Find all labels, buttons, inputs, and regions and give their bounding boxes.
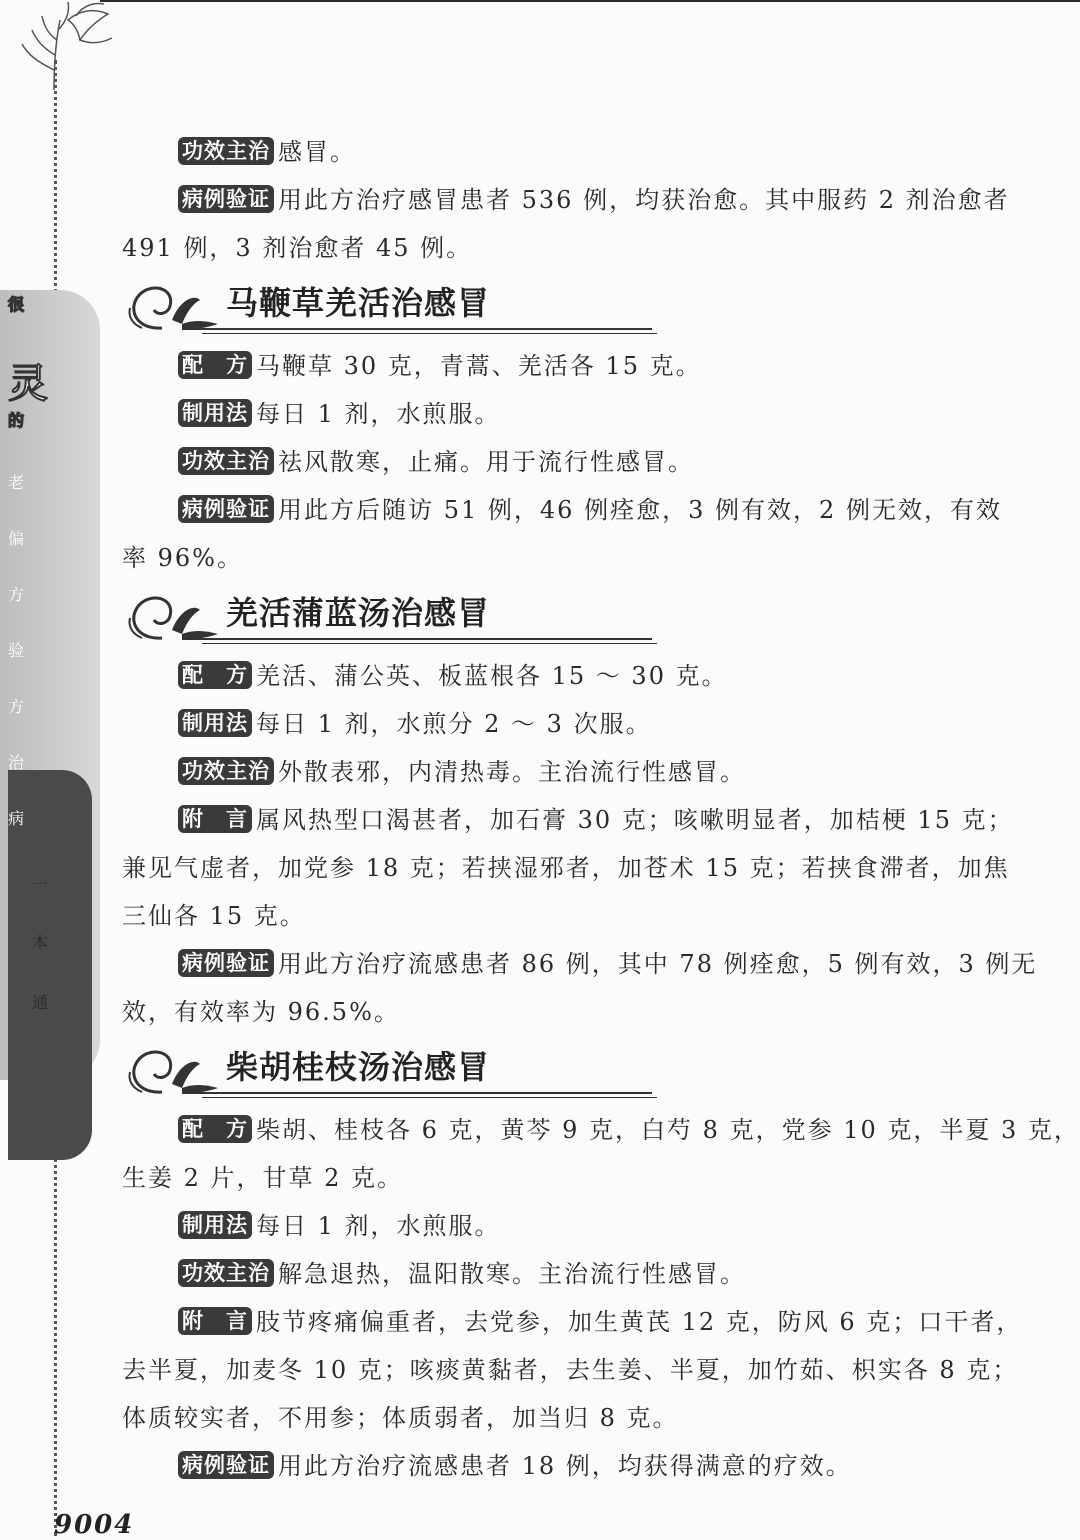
text-content: 外散表邪，内清热毒。主治流行性感冒。 [278, 758, 746, 786]
text-line [122, 534, 1002, 582]
text-content: 羌活、蒲公英、板蓝根各 15 ～ 30 克。 [256, 662, 728, 690]
section-label: 制用法 [178, 399, 252, 427]
section-label: 制用法 [178, 1211, 252, 1239]
recipe-heading [122, 276, 1002, 340]
text-content: 祛风散寒，止痛。用于流行性感冒。 [278, 448, 694, 476]
side-title-char: 方 [8, 697, 25, 716]
top-rule [100, 0, 1080, 2]
side-title-char: 偏 [8, 529, 25, 548]
section-label: 配 方 [178, 661, 252, 689]
side-title-char: 一 [32, 875, 49, 894]
text-content: 体质较实者，不用参；体质弱者，加当归 8 克。 [122, 1404, 679, 1432]
text-line [122, 1346, 1019, 1394]
recipe-paragraph [122, 652, 1002, 700]
text-content: 每日 1 剂，水煎分 2 ～ 3 次服。 [256, 710, 652, 738]
side-title-char: 验 [8, 641, 25, 660]
recipe-paragraph [122, 1250, 1002, 1298]
section-label: 配 方 [178, 351, 252, 379]
section-label: 附 言 [178, 805, 252, 833]
recipe-title: 羌活蒲蓝汤治感冒 [226, 594, 491, 632]
side-title-char: 很 [8, 295, 25, 314]
text-line [122, 1394, 1002, 1442]
recipe-heading [122, 1040, 1002, 1104]
text-content: 三仙各 15 克。 [122, 902, 306, 930]
page-content [122, 128, 1080, 1490]
section-label: 附 言 [178, 1307, 252, 1335]
heading-rule [202, 643, 657, 644]
text-line [122, 652, 1002, 700]
text-line [122, 1202, 1002, 1250]
text-content: 491 例，3 剂治愈者 45 例。 [122, 234, 473, 262]
text-line [122, 438, 1002, 486]
text-line [122, 342, 1002, 390]
text-content: 用此方治疗感冒患者 536 例，均获治愈。其中服药 2 剂治愈者 [278, 186, 1010, 214]
heading-rule [182, 1092, 652, 1094]
text-content: 解急退热，温阳散寒。主治流行性感冒。 [278, 1260, 746, 1288]
text-content: 属风热型口渴甚者，加石膏 30 克；咳嗽明显者，加桔梗 15 克； [256, 806, 1014, 834]
section-label: 功效主治 [178, 1259, 274, 1287]
text-line [122, 390, 1002, 438]
lily-flower-icon [8, 0, 118, 90]
section-label: 功效主治 [178, 447, 274, 475]
section-label: 病例验证 [178, 1451, 274, 1479]
text-line [122, 128, 1002, 176]
side-title-char: 灵 [8, 361, 48, 407]
side-title-char: 老 [8, 473, 25, 492]
text-line [122, 940, 1038, 988]
text-content: 马鞭草 30 克，青蒿、羌活各 15 克。 [256, 352, 702, 380]
recipe-paragraph [122, 1106, 1080, 1202]
text-content: 每日 1 剂，水煎服。 [256, 1212, 501, 1240]
heading-rule [182, 638, 652, 640]
recipe-title: 马鞭草羌活治感冒 [226, 284, 491, 322]
recipe-title: 柴胡桂枝汤治感冒 [226, 1048, 491, 1086]
text-content: 效，有效率为 96.5%。 [122, 998, 400, 1026]
recipe-paragraph [122, 438, 1002, 486]
heading-rule [202, 333, 657, 334]
recipe-paragraph [122, 128, 1002, 176]
text-content: 肢节疼痛偏重者，去党参，加生黄芪 12 克，防风 6 克；口干者， [256, 1308, 1023, 1336]
text-content: 生姜 2 片，甘草 2 克。 [122, 1164, 404, 1192]
recipe-paragraph [122, 1442, 1002, 1490]
text-line [122, 1298, 1023, 1346]
side-title-char: 病 [8, 809, 25, 828]
section-label: 病例验证 [178, 949, 274, 977]
recipe-paragraph [122, 1298, 1023, 1442]
recipe-paragraph [122, 748, 1002, 796]
heading-rule [202, 1097, 657, 1098]
text-content: 用此方治疗流感患者 18 例，均获得满意的疗效。 [278, 1452, 852, 1480]
text-content: 去半夏，加麦冬 10 克；咳痰黄黏者，去生姜、半夏，加竹茹、枳实各 8 克； [122, 1356, 1019, 1384]
text-line [122, 796, 1014, 844]
section-label: 功效主治 [178, 757, 274, 785]
text-line [122, 1442, 1002, 1490]
text-content: 用此方治疗流感患者 86 例，其中 78 例痊愈，5 例有效，3 例无 [278, 950, 1038, 978]
text-line [122, 1250, 1002, 1298]
page-number: 9004 [54, 1510, 135, 1540]
text-line [122, 844, 1010, 892]
recipe-paragraph [122, 176, 1010, 272]
text-content: 每日 1 剂，水煎服。 [256, 400, 501, 428]
recipe-paragraph [122, 486, 1002, 582]
section-label: 配 方 [178, 1115, 252, 1143]
text-line [122, 988, 1002, 1036]
text-line [122, 486, 1002, 534]
recipe-paragraph [122, 940, 1038, 1036]
text-content: 兼见气虚者，加党参 18 克；若挟湿邪者，加苍术 15 克；若挟食滞者，加焦 [122, 854, 1010, 882]
side-title-char: 通 [32, 993, 49, 1012]
text-line [122, 224, 1002, 272]
recipe-heading [122, 586, 1002, 650]
text-content: 用此方后随访 51 例，46 例痊愈，3 例有效，2 例无效，有效 [278, 496, 1002, 524]
side-title-char: 本 [32, 933, 49, 952]
text-line [122, 892, 1002, 940]
text-line [122, 1106, 1080, 1154]
recipe-paragraph [122, 700, 1002, 748]
section-label: 功效主治 [178, 137, 274, 165]
section-label: 病例验证 [178, 495, 274, 523]
text-line [122, 748, 1002, 796]
text-line [122, 700, 1002, 748]
text-content: 柴胡、桂枝各 6 克，黄芩 9 克，白芍 8 克，党参 10 克，半夏 3 克， [256, 1116, 1080, 1144]
text-line [122, 176, 1010, 224]
side-title-char: 治 [8, 753, 25, 772]
section-label: 制用法 [178, 709, 252, 737]
heading-rule [182, 328, 652, 330]
text-line [122, 1154, 1002, 1202]
recipe-paragraph [122, 390, 1002, 438]
recipe-paragraph [122, 1202, 1002, 1250]
text-content: 率 96%。 [122, 544, 243, 572]
side-title-char: 方 [8, 585, 25, 604]
text-content: 感冒。 [278, 138, 356, 166]
recipe-paragraph [122, 796, 1014, 940]
section-label: 病例验证 [178, 185, 274, 213]
recipe-paragraph [122, 342, 1002, 390]
side-title-char: 的 [8, 411, 25, 430]
